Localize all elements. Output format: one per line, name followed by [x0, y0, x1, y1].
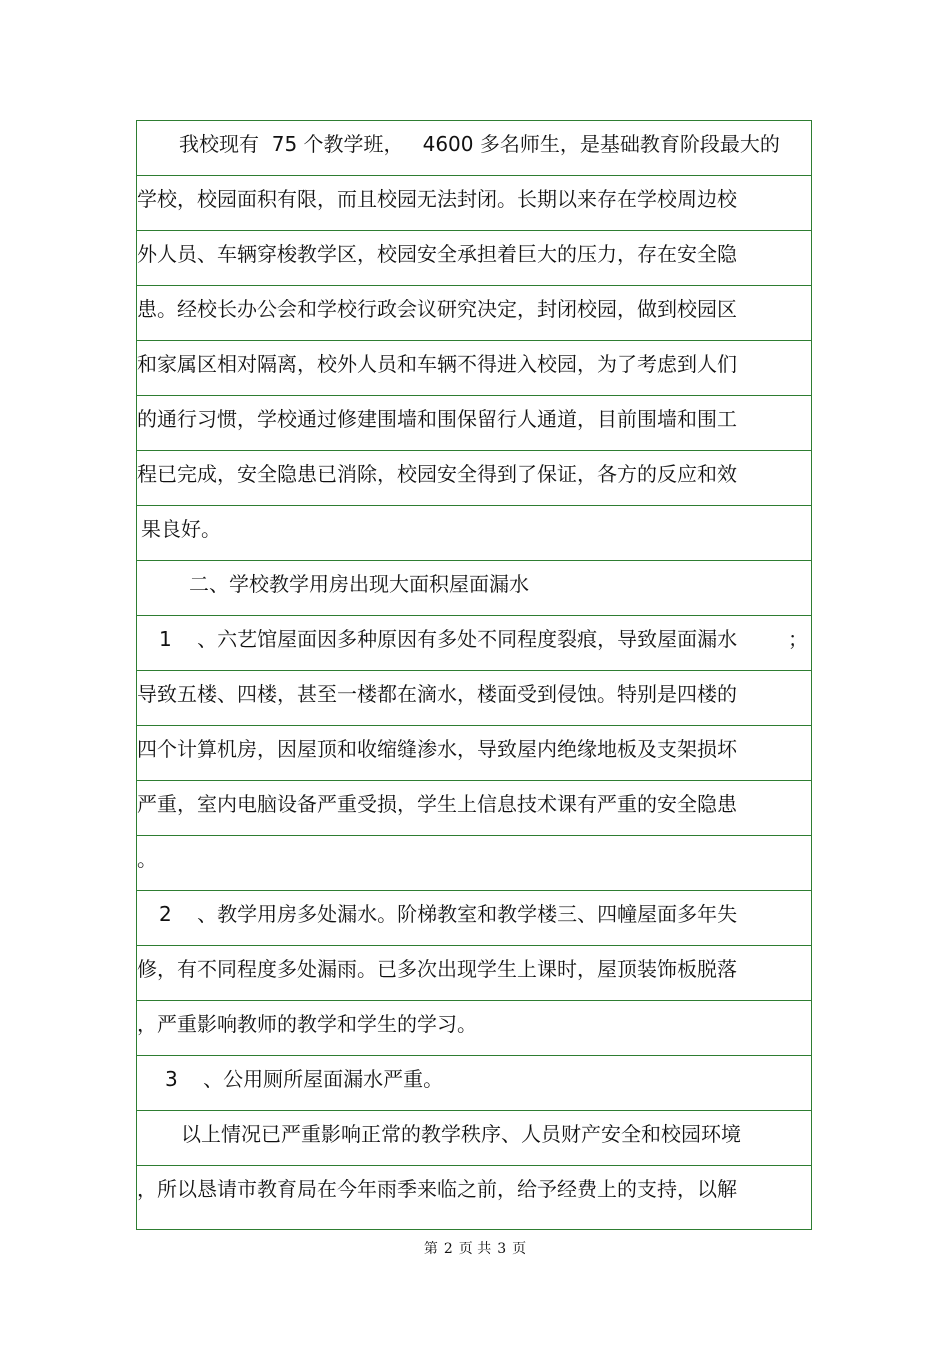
- table-row: [137, 616, 811, 671]
- text-line: 果良好。: [141, 517, 221, 541]
- footer-middle: 页 共: [458, 1241, 492, 1257]
- table-row: [137, 561, 811, 616]
- page-footer: [0, 1238, 950, 1258]
- text-line: 1 、六艺馆屋面因多种原因有多处不同程度裂痕，导致屋面漏水 ；: [159, 627, 809, 651]
- table-row: [137, 836, 811, 891]
- table-row: [137, 451, 811, 506]
- text-line: 导致五楼、四楼，甚至一楼都在滴水，楼面受到侵蚀。特别是四楼的: [137, 682, 737, 706]
- table-row: [137, 946, 811, 1001]
- table-row: [137, 176, 811, 231]
- page-number: 2: [443, 1241, 453, 1257]
- table-row: [137, 1111, 811, 1166]
- table-row: [137, 396, 811, 451]
- text-line: 学校，校园面积有限，而且校园无法封闭。长期以来存在学校周边校: [137, 187, 737, 211]
- text-line: 外人员、车辆穿梭教学区，校园安全承担着巨大的压力，存在安全隐: [137, 242, 737, 266]
- text-line: 3 、公用厕所屋面漏水严重。: [165, 1067, 444, 1091]
- text-table: [136, 120, 812, 1230]
- text-line: 我校现有 75 个教学班， 4600 多名师生，是基础教育阶段最大的: [179, 132, 780, 156]
- section-heading: 二、学校教学用房出现大面积屋面漏水: [189, 572, 529, 596]
- table-row: [137, 1056, 811, 1111]
- text-line: 严重，室内电脑设备严重受损，学生上信息技术课有严重的安全隐患: [137, 792, 737, 816]
- table-row: [137, 506, 811, 561]
- text-line: 。: [137, 847, 157, 871]
- text-line: 患。经校长办公会和学校行政会议研究决定，封闭校园，做到校园区: [137, 297, 737, 321]
- table-row: [137, 891, 811, 946]
- text-line: 和家属区相对隔离，校外人员和车辆不得进入校园，为了考虑到人们: [137, 352, 737, 376]
- table-row: [137, 121, 811, 176]
- text-line: 四个计算机房，因屋顶和收缩缝渗水，导致屋内绝缘地板及支架损坏: [137, 737, 737, 761]
- text-line: 程已完成，安全隐患已消除，校园安全得到了保证，各方的反应和效: [137, 462, 737, 486]
- table-row: [137, 231, 811, 286]
- footer-prefix: 第: [423, 1241, 438, 1257]
- table-row: [137, 286, 811, 341]
- text-line: 修，有不同程度多处漏雨。已多次出现学生上课时，屋顶装饰板脱落: [137, 957, 737, 981]
- table-row: [137, 671, 811, 726]
- table-row: [137, 1166, 811, 1221]
- text-line: 以上情况已严重影响正常的教学秩序、人员财产安全和校园环境: [181, 1122, 741, 1146]
- table-row: [137, 781, 811, 836]
- table-row: [137, 726, 811, 781]
- text-line: 2 、教学用房多处漏水。阶梯教室和教学楼三、四幢屋面多年失: [159, 902, 738, 926]
- table-row: [137, 1001, 811, 1056]
- page-total: 3: [497, 1241, 507, 1257]
- footer-suffix: 页: [512, 1241, 527, 1257]
- text-line: ，所以恳请市教育局在今年雨季来临之前，给予经费上的支持，以解: [137, 1177, 737, 1201]
- text-line: 的通行习惯，学校通过修建围墙和围保留行人通道，目前围墙和围工: [137, 407, 737, 431]
- text-line: ，严重影响教师的教学和学生的学习。: [137, 1012, 477, 1036]
- table-row: [137, 341, 811, 396]
